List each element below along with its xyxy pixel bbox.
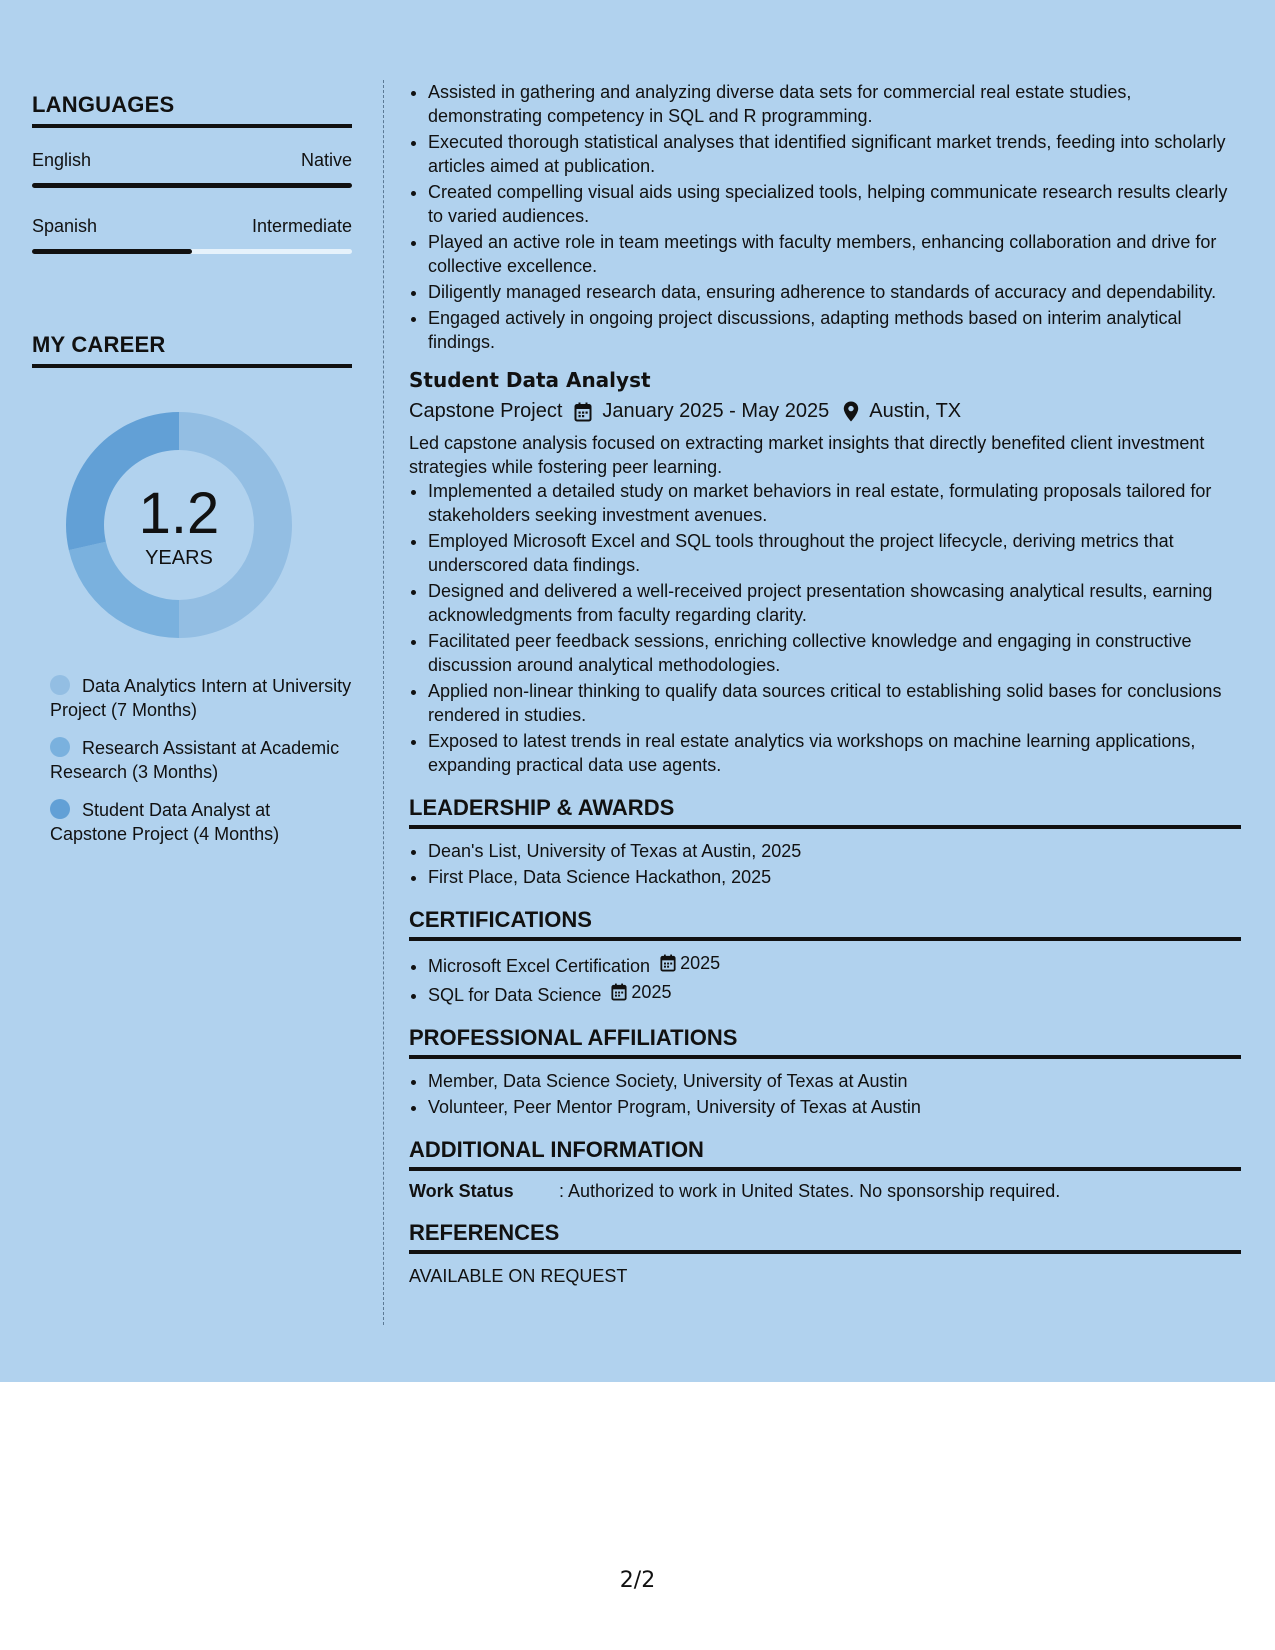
list-item: • Executed thorough statistical analyses that identified significant market trends, feeding into scholarly articles aimed at publication. [428, 130, 1241, 178]
affiliations-heading: PROFESSIONAL AFFILIATIONS [409, 1025, 1241, 1059]
map-pin-icon [843, 401, 859, 422]
career-total-unit: YEARS [145, 546, 213, 569]
calendar-icon [660, 954, 676, 972]
list-item [428, 951, 1241, 978]
job-location: Austin, TX [869, 400, 962, 422]
work-status-row [409, 1181, 1241, 1202]
language-name: Spanish [32, 216, 98, 236]
certification-name: Microsoft Excel Certification [428, 956, 651, 976]
job-title: Student Data Analyst [409, 368, 651, 392]
list-item: • Designed and delivered a well-received project presentation showcasing analytical results, earning acknowledgments from faculty regarding clarity. [428, 579, 1241, 627]
page-number: 2/2 [619, 1568, 656, 1593]
legend-dot [50, 799, 70, 819]
work-status-label: Work Status [409, 1181, 514, 1201]
career-donut-chart [66, 412, 292, 638]
career-legend-item [50, 736, 352, 784]
language-proficiency-fill [32, 183, 352, 188]
list-item: • Assisted in gathering and analyzing diverse data sets for commercial real estate studies, demonstrating competency in SQL and R programming. [428, 80, 1241, 128]
list-item: • Diligently managed research data, ensuring adherence to standards of accuracy and dependability. [428, 280, 1241, 304]
list-item: • Dean's List, University of Texas at Austin, 2025 [428, 839, 1241, 863]
list-item: • Played an active role in team meetings with faculty members, enhancing collaboration and drive for collective excellence. [428, 230, 1241, 278]
legend-dot [50, 737, 70, 757]
list-item: • Applied non-linear thinking to qualify data sources critical to establishing solid bases for conclusions rendered in studies. [428, 679, 1241, 727]
certification-name: SQL for Data Science [428, 985, 602, 1005]
language-item-english [32, 150, 352, 188]
list-item [428, 980, 1241, 1007]
list-item: • Volunteer, Peer Mentor Program, University of Texas at Austin [428, 1095, 1241, 1119]
legend-label: Student Data Analyst at Capstone Project (4 Months) [50, 800, 280, 844]
list-item: • Employed Microsoft Excel and SQL tools throughout the project lifecycle, deriving metrics that underscored data findings. [428, 529, 1241, 577]
certification-year: 2025 [680, 953, 721, 973]
language-proficiency-fill [32, 249, 192, 254]
previous-job-bullets [409, 80, 1241, 354]
legend-label: Data Analytics Intern at University Project (7 Months) [50, 676, 352, 720]
additional-info-heading: ADDITIONAL INFORMATION [409, 1137, 1241, 1171]
certifications-list [409, 951, 1241, 1007]
career-legend-item [50, 674, 352, 722]
language-name: English [32, 150, 92, 170]
left-column [32, 92, 352, 860]
certification-year: 2025 [631, 982, 672, 1002]
certifications-heading: CERTIFICATIONS [409, 907, 1241, 941]
list-item: • Exposed to latest trends in real estate analytics via workshops on machine learning applications, expanding practical data use agents. [428, 729, 1241, 777]
career-legend-item [50, 798, 352, 846]
job-description: Led capstone analysis focused on extracting market insights that directly benefited client investment strategies while fostering peer learning. [409, 433, 1205, 477]
language-item-spanish [32, 216, 352, 254]
references-text: AVAILABLE ON REQUEST [409, 1266, 628, 1286]
language-level: Intermediate [251, 216, 352, 236]
right-column [409, 80, 1241, 1287]
list-item: • Implemented a detailed study on market behaviors in real estate, formulating proposals tailored for stakeholders seeking investment avenues. [428, 479, 1241, 527]
list-item: • Created compelling visual aids using specialized tools, helping communicate research results clearly to varied audiences. [428, 180, 1241, 228]
affiliations-list [409, 1069, 1241, 1119]
job-dates: January 2025 - May 2025 [602, 400, 830, 422]
legend-label: Research Assistant at Academic Research (3 Months) [50, 738, 340, 782]
language-proficiency-bar [32, 249, 352, 254]
language-proficiency-bar [32, 183, 352, 188]
leadership-list [409, 839, 1241, 889]
legend-dot [50, 675, 70, 695]
job-company: Capstone Project [409, 400, 563, 422]
career-total-value: 1.2 [138, 480, 220, 546]
leadership-heading: LEADERSHIP & AWARDS [409, 795, 1241, 829]
career-heading: MY CAREER [32, 332, 352, 368]
work-status-value: : Authorized to work in United States. No sponsorship required. [559, 1181, 1061, 1201]
list-item: • Member, Data Science Society, University of Texas at Austin [428, 1069, 1241, 1093]
calendar-icon [574, 402, 592, 422]
list-item: • Engaged actively in ongoing project discussions, adapting methods based on interim analytical findings. [428, 306, 1241, 354]
job-bullets [409, 479, 1241, 777]
job-meta [409, 400, 1241, 423]
list-item: • Facilitated peer feedback sessions, enriching collective knowledge and engaging in constructive discussion around analytical methodologies. [428, 629, 1241, 677]
references-heading: REFERENCES [409, 1220, 1241, 1254]
calendar-icon [611, 983, 627, 1001]
career-legend [50, 674, 352, 846]
column-divider [383, 80, 384, 1325]
list-item: • First Place, Data Science Hackathon, 2025 [428, 865, 1241, 889]
languages-heading: LANGUAGES [32, 92, 352, 128]
language-level: Native [300, 150, 352, 170]
